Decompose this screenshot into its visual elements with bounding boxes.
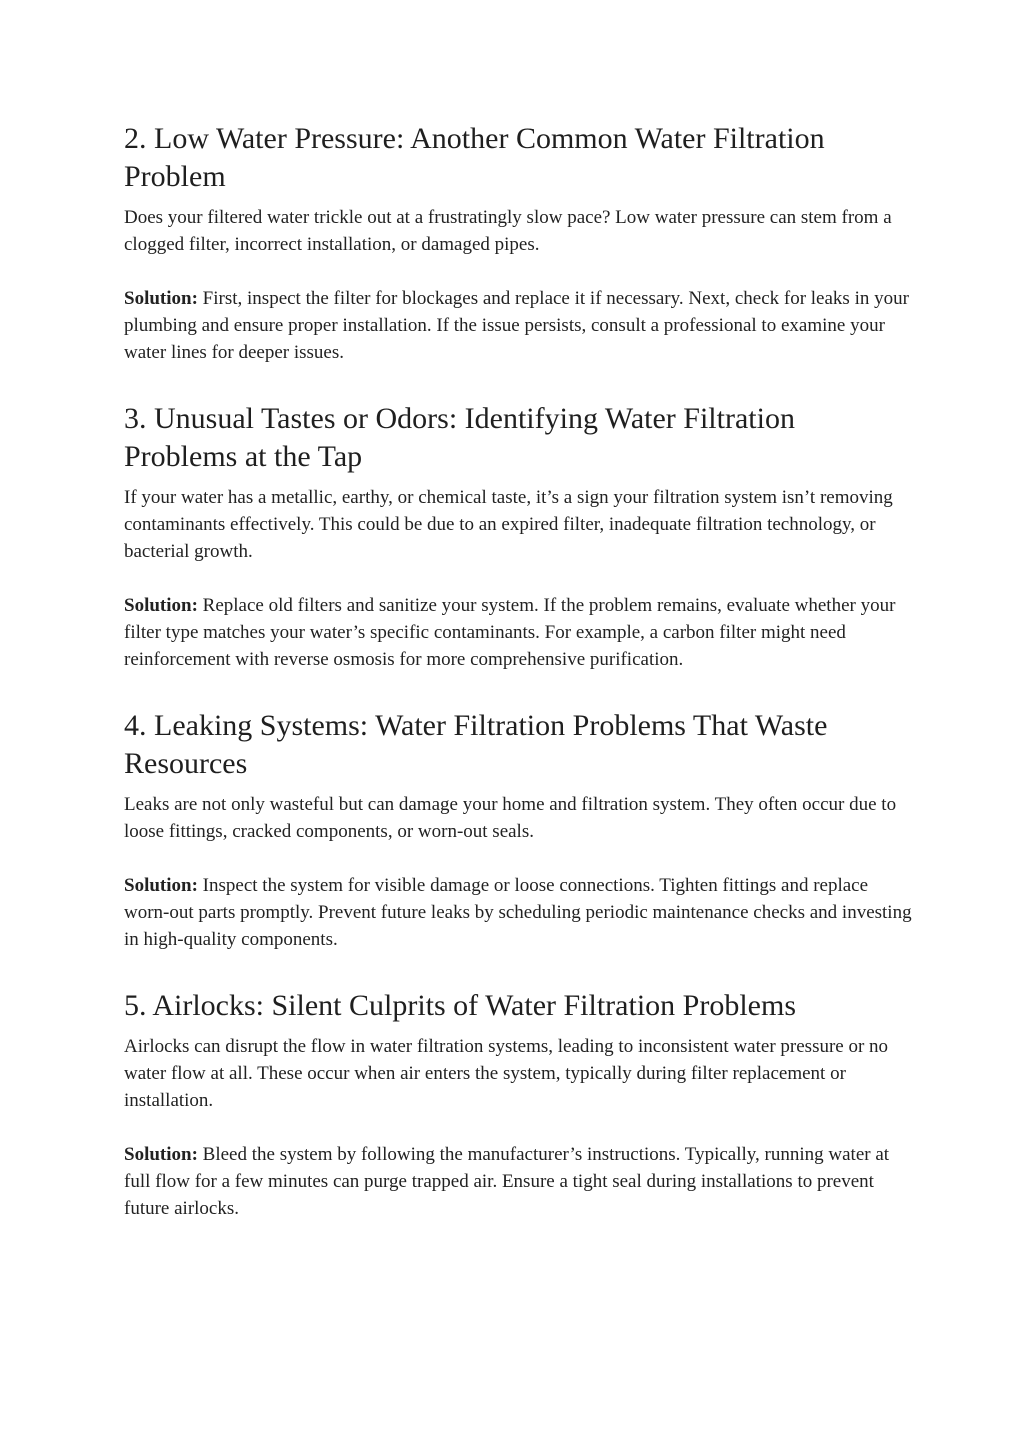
section-heading: 4. Leaking Systems: Water Filtration Problems That Waste Resources — [124, 709, 828, 780]
section-heading: 5. Airlocks: Silent Culprits of Water Filtration Problems — [124, 989, 796, 1022]
section-leaking-systems — [124, 707, 914, 953]
section-solution — [124, 1141, 914, 1222]
section-solution — [124, 285, 914, 366]
section-intro: If your water has a metallic, earthy, or chemical taste, it’s a sign your filtration system isn’t removing contaminants effectively. This could be due to an expired filter, inadequate filtration technology, or bacterial growth. — [124, 487, 893, 562]
section-solution — [124, 592, 914, 673]
solution-label: Solution: — [124, 595, 198, 616]
section-unusual-tastes — [124, 400, 914, 673]
solution-text: Bleed the system by following the manufacturer’s instructions. Typically, running water at full flow for a few minutes can purge trapped air. Ensure a tight seal during installations to prevent future airlocks. — [124, 1144, 890, 1219]
solution-label: Solution: — [124, 1144, 198, 1165]
solution-label: Solution: — [124, 875, 198, 896]
solution-label: Solution: — [124, 288, 198, 309]
document-page — [124, 120, 914, 1222]
section-low-water-pressure — [124, 120, 914, 366]
section-intro: Leaks are not only wasteful but can damage your home and filtration system. They often occur due to loose fittings, cracked components, or worn-out seals. — [124, 794, 897, 842]
section-intro: Airlocks can disrupt the flow in water filtration systems, leading to inconsistent water pressure or no water flow at all. These occur when air enters the system, typically during filter replacement or installation. — [124, 1036, 889, 1111]
section-heading: 2. Low Water Pressure: Another Common Water Filtration Problem — [124, 122, 825, 193]
section-heading: 3. Unusual Tastes or Odors: Identifying Water Filtration Problems at the Tap — [124, 402, 795, 473]
solution-text: Replace old filters and sanitize your system. If the problem remains, evaluate whether your filter type matches your water’s specific contaminants. For example, a carbon filter might need reinforcement with reverse osmosis for more comprehensive purification. — [124, 595, 896, 670]
section-solution — [124, 872, 914, 953]
section-airlocks — [124, 987, 914, 1222]
solution-text: First, inspect the filter for blockages and replace it if necessary. Next, check for leaks in your plumbing and ensure proper installation. If the issue persists, consult a professional to examine your water lines for deeper issues. — [124, 288, 909, 363]
section-intro: Does your filtered water trickle out at a frustratingly slow pace? Low water pressure can stem from a clogged filter, incorrect installation, or damaged pipes. — [124, 207, 892, 255]
solution-text: Inspect the system for visible damage or loose connections. Tighten fittings and replace worn-out parts promptly. Prevent future leaks by scheduling periodic maintenance checks and investing in high-quality components. — [124, 875, 912, 950]
